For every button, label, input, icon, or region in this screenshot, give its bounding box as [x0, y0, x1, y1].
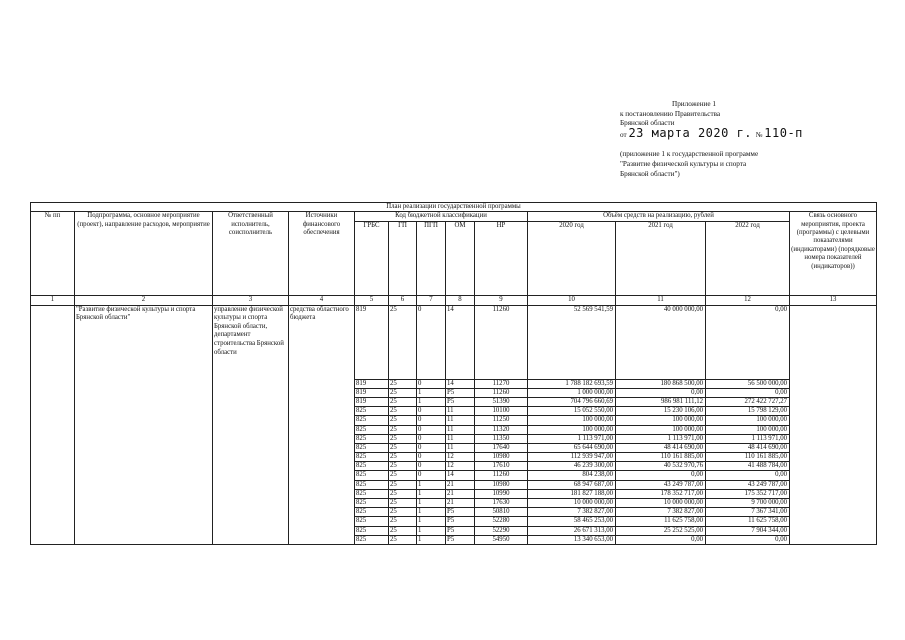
col-header-pgp: ПГП: [417, 221, 446, 295]
amount-2020-cell: 26 671 313,00: [528, 526, 616, 535]
pgp-cell: 0: [417, 407, 446, 416]
appendix-date-line: [620, 125, 890, 141]
gp-cell: 25: [389, 388, 417, 397]
amount-2020-cell: 52 569 541,59: [528, 305, 616, 379]
om-cell: 12: [446, 462, 475, 471]
col-header-grbs: ГРБС: [355, 221, 389, 295]
amount-2021-cell: 15 230 106,00: [616, 407, 706, 416]
amount-2022-cell: 9 700 000,00: [706, 499, 790, 508]
amount-2021-cell: 40 000 000,00: [616, 305, 706, 379]
column-number-cell: 4: [289, 295, 355, 305]
amount-2021-cell: 10 000 000,00: [616, 499, 706, 508]
gp-cell: 25: [389, 425, 417, 434]
nr-cell: 50810: [475, 508, 528, 517]
amount-2021-cell: 0,00: [616, 535, 706, 544]
column-number-cell: 13: [790, 295, 877, 305]
om-cell: Р5: [446, 397, 475, 406]
number-prefix: №: [755, 130, 763, 139]
col-header-nr: НР: [475, 221, 528, 295]
om-cell: 21: [446, 489, 475, 498]
col-header-program: Подпрограмма, основное мероприятие (проект), направление расходов, мероприятие: [75, 212, 213, 295]
om-cell: 11: [446, 434, 475, 443]
nr-cell: 17610: [475, 462, 528, 471]
appendix-ref-line-1: (приложение 1 к государственной программе: [620, 150, 759, 159]
nr-cell: 51390: [475, 397, 528, 406]
program-name-cell: "Развитие физической культуры и спорта Брянской области": [75, 305, 213, 544]
nr-cell: 11260: [475, 388, 528, 397]
amount-2022-cell: 0,00: [706, 388, 790, 397]
gp-cell: 25: [389, 443, 417, 452]
amount-2022-cell: 110 161 885,00: [706, 453, 790, 462]
om-cell: Р5: [446, 388, 475, 397]
grbs-cell: 825: [355, 443, 389, 452]
col-header-budget-code: Код бюджетной классификации: [355, 212, 528, 221]
nr-cell: 10980: [475, 453, 528, 462]
pgp-cell: 0: [417, 453, 446, 462]
om-cell: Р5: [446, 517, 475, 526]
column-number-cell: 8: [446, 295, 475, 305]
gp-cell: 25: [389, 379, 417, 388]
column-number-cell: 7: [417, 295, 446, 305]
pgp-cell: 0: [417, 443, 446, 452]
column-number-cell: 1: [31, 295, 75, 305]
appendix-title: Приложение 1: [672, 100, 716, 108]
pgp-cell: 0: [417, 379, 446, 388]
gp-cell: 25: [389, 407, 417, 416]
pgp-cell: 1: [417, 489, 446, 498]
amount-2021-cell: 25 252 525,00: [616, 526, 706, 535]
amount-2020-cell: 68 947 687,00: [528, 480, 616, 489]
col-header-2020: 2020 год: [528, 221, 616, 295]
pgp-cell: 1: [417, 480, 446, 489]
amount-2022-cell: 0,00: [706, 305, 790, 379]
pgp-cell: 0: [417, 471, 446, 480]
grbs-cell: 825: [355, 499, 389, 508]
amount-2022-cell: 0,00: [706, 535, 790, 544]
program-plan-table: [30, 202, 877, 545]
grbs-cell: 825: [355, 407, 389, 416]
table-row: [31, 305, 877, 379]
amount-2022-cell: 7 904 344,00: [706, 526, 790, 535]
responsible-cell: управление физической культуры и спорта Брянской области, департамент строительства Брянской области: [213, 305, 289, 544]
amount-2022-cell: 1 113 971,00: [706, 434, 790, 443]
nr-cell: 10990: [475, 489, 528, 498]
amount-2021-cell: 48 414 690,00: [616, 443, 706, 452]
date-prefix: от: [620, 130, 627, 139]
amount-2020-cell: 13 340 653,00: [528, 535, 616, 544]
pgp-cell: 0: [417, 416, 446, 425]
table-caption: План реализации государственной программы: [31, 203, 877, 212]
grbs-cell: 825: [355, 434, 389, 443]
om-cell: 11: [446, 443, 475, 452]
grbs-cell: 825: [355, 526, 389, 535]
amount-2022-cell: 43 249 787,00: [706, 480, 790, 489]
pgp-cell: 1: [417, 397, 446, 406]
appendix-line-resolution: к постановлению Правительства: [620, 109, 721, 118]
amount-2021-cell: 178 352 717,00: [616, 489, 706, 498]
amount-2021-cell: 100 000,00: [616, 416, 706, 425]
pgp-cell: 0: [417, 434, 446, 443]
col-header-responsible: Ответственный исполнитель, соисполнитель: [213, 212, 289, 295]
pgp-cell: 1: [417, 388, 446, 397]
pgp-cell: 0: [417, 425, 446, 434]
column-number-cell: 5: [355, 295, 389, 305]
gp-cell: 25: [389, 480, 417, 489]
grbs-cell: 825: [355, 517, 389, 526]
om-cell: 12: [446, 453, 475, 462]
amount-2022-cell: 15 798 129,00: [706, 407, 790, 416]
amount-2020-cell: 704 796 660,69: [528, 397, 616, 406]
gp-cell: 25: [389, 526, 417, 535]
amount-2020-cell: 112 939 947,00: [528, 453, 616, 462]
gp-cell: 25: [389, 471, 417, 480]
grbs-cell: 819: [355, 388, 389, 397]
appendix-line-region: Брянской области: [620, 119, 675, 128]
om-cell: Р5: [446, 526, 475, 535]
amount-2021-cell: 0,00: [616, 388, 706, 397]
nr-cell: 11320: [475, 425, 528, 434]
grbs-cell: 825: [355, 489, 389, 498]
nr-cell: 17630: [475, 499, 528, 508]
col-header-om: ОМ: [446, 221, 475, 295]
column-number-cell: 10: [528, 295, 616, 305]
amount-2020-cell: 100 000,00: [528, 425, 616, 434]
om-cell: 14: [446, 305, 475, 379]
gp-cell: 25: [389, 508, 417, 517]
amount-2020-cell: 1 113 971,00: [528, 434, 616, 443]
appendix-ref-line-3: Брянской области"): [620, 169, 680, 178]
nr-cell: 11350: [475, 434, 528, 443]
column-number-cell: 11: [616, 295, 706, 305]
amount-2022-cell: 100 000,00: [706, 416, 790, 425]
amount-2021-cell: 180 868 500,00: [616, 379, 706, 388]
grbs-cell: 825: [355, 453, 389, 462]
gp-cell: 25: [389, 499, 417, 508]
funding-source-cell: средства областного бюджета: [289, 305, 355, 544]
grbs-cell: 825: [355, 471, 389, 480]
amount-2022-cell: 100 000,00: [706, 425, 790, 434]
amount-2020-cell: 1 788 182 693,59: [528, 379, 616, 388]
nr-cell: 54950: [475, 535, 528, 544]
pgp-cell: 1: [417, 508, 446, 517]
pgp-cell: 1: [417, 517, 446, 526]
column-number-cell: 12: [706, 295, 790, 305]
amount-2021-cell: 7 382 827,00: [616, 508, 706, 517]
amount-2022-cell: 175 352 717,00: [706, 489, 790, 498]
col-header-volume: Объём средств на реализацию, рублей: [528, 212, 790, 221]
column-number-cell: 3: [213, 295, 289, 305]
amount-2020-cell: 46 239 300,00: [528, 462, 616, 471]
nr-cell: 11260: [475, 305, 528, 379]
amount-2022-cell: 0,00: [706, 471, 790, 480]
amount-2021-cell: 100 000,00: [616, 425, 706, 434]
nr-cell: 10100: [475, 407, 528, 416]
amount-2021-cell: 43 249 787,00: [616, 480, 706, 489]
handwritten-date: 23 марта 2020 г.: [628, 125, 753, 140]
gp-cell: 25: [389, 535, 417, 544]
nr-cell: 11260: [475, 471, 528, 480]
grbs-cell: 825: [355, 508, 389, 517]
amount-2020-cell: 65 644 690,00: [528, 443, 616, 452]
column-number-cell: 2: [75, 295, 213, 305]
grbs-cell: 825: [355, 535, 389, 544]
grbs-cell: 825: [355, 480, 389, 489]
amount-2021-cell: 110 161 885,00: [616, 453, 706, 462]
amount-2022-cell: 272 422 727,27: [706, 397, 790, 406]
nr-cell: 11270: [475, 379, 528, 388]
amount-2020-cell: 1 000 000,00: [528, 388, 616, 397]
pgp-cell: 1: [417, 499, 446, 508]
gp-cell: 25: [389, 517, 417, 526]
handwritten-number: 110-п: [764, 125, 803, 140]
amount-2020-cell: 7 382 827,00: [528, 508, 616, 517]
om-cell: 14: [446, 379, 475, 388]
grbs-cell: 825: [355, 416, 389, 425]
om-cell: Р5: [446, 508, 475, 517]
col-header-sources: Источники финансового обеспечения: [289, 212, 355, 295]
appendix-header: [620, 100, 890, 179]
amount-2022-cell: 48 414 690,00: [706, 443, 790, 452]
amount-2021-cell: 1 113 971,00: [616, 434, 706, 443]
col-header-2022: 2022 год: [706, 221, 790, 295]
om-cell: 21: [446, 480, 475, 489]
nr-cell: 52280: [475, 517, 528, 526]
pgp-cell: 0: [417, 305, 446, 379]
amount-2022-cell: 41 488 784,00: [706, 462, 790, 471]
om-cell: 11: [446, 425, 475, 434]
pgp-cell: 1: [417, 526, 446, 535]
col-header-link: Связь основного мероприятия, проекта (программы) с целевыми показателями (индикаторами) (порядковые номера показателей (индикаторов)): [790, 212, 877, 295]
amount-2021-cell: 40 532 970,76: [616, 462, 706, 471]
grbs-cell: 819: [355, 397, 389, 406]
amount-2021-cell: 0,00: [616, 471, 706, 480]
pgp-cell: 0: [417, 462, 446, 471]
nr-cell: 17640: [475, 443, 528, 452]
amount-2020-cell: 10 000 000,00: [528, 499, 616, 508]
om-cell: 14: [446, 471, 475, 480]
column-number-cell: 9: [475, 295, 528, 305]
gp-cell: 25: [389, 462, 417, 471]
amount-2020-cell: 100 000,00: [528, 416, 616, 425]
amount-2020-cell: 15 052 550,00: [528, 407, 616, 416]
col-header-no: № пп: [31, 212, 75, 295]
col-header-gp: ГП: [389, 221, 417, 295]
grbs-cell: 819: [355, 305, 389, 379]
gp-cell: 25: [389, 489, 417, 498]
amount-2020-cell: 58 465 253,00: [528, 517, 616, 526]
nr-cell: 52290: [475, 526, 528, 535]
amount-2021-cell: 986 981 111,12: [616, 397, 706, 406]
grbs-cell: 825: [355, 425, 389, 434]
gp-cell: 25: [389, 397, 417, 406]
pgp-cell: 1: [417, 535, 446, 544]
amount-2022-cell: 7 367 341,00: [706, 508, 790, 517]
gp-cell: 25: [389, 305, 417, 379]
grbs-cell: 825: [355, 462, 389, 471]
nr-cell: 10980: [475, 480, 528, 489]
gp-cell: 25: [389, 416, 417, 425]
appendix-ref-line-2: "Развитие физической культуры и спорта: [620, 159, 747, 168]
amount-2022-cell: 11 625 758,00: [706, 517, 790, 526]
indicator-link-cell: [790, 305, 877, 544]
gp-cell: 25: [389, 434, 417, 443]
om-cell: 11: [446, 416, 475, 425]
gp-cell: 25: [389, 453, 417, 462]
om-cell: 11: [446, 407, 475, 416]
nr-cell: 11250: [475, 416, 528, 425]
column-number-cell: 6: [389, 295, 417, 305]
om-cell: Р5: [446, 535, 475, 544]
grbs-cell: 819: [355, 379, 389, 388]
amount-2020-cell: 804 238,00: [528, 471, 616, 480]
col-header-2021: 2021 год: [616, 221, 706, 295]
row-number-cell: [31, 305, 75, 544]
om-cell: 21: [446, 499, 475, 508]
amount-2020-cell: 181 827 188,00: [528, 489, 616, 498]
amount-2022-cell: 56 500 000,00: [706, 379, 790, 388]
amount-2021-cell: 11 625 758,00: [616, 517, 706, 526]
